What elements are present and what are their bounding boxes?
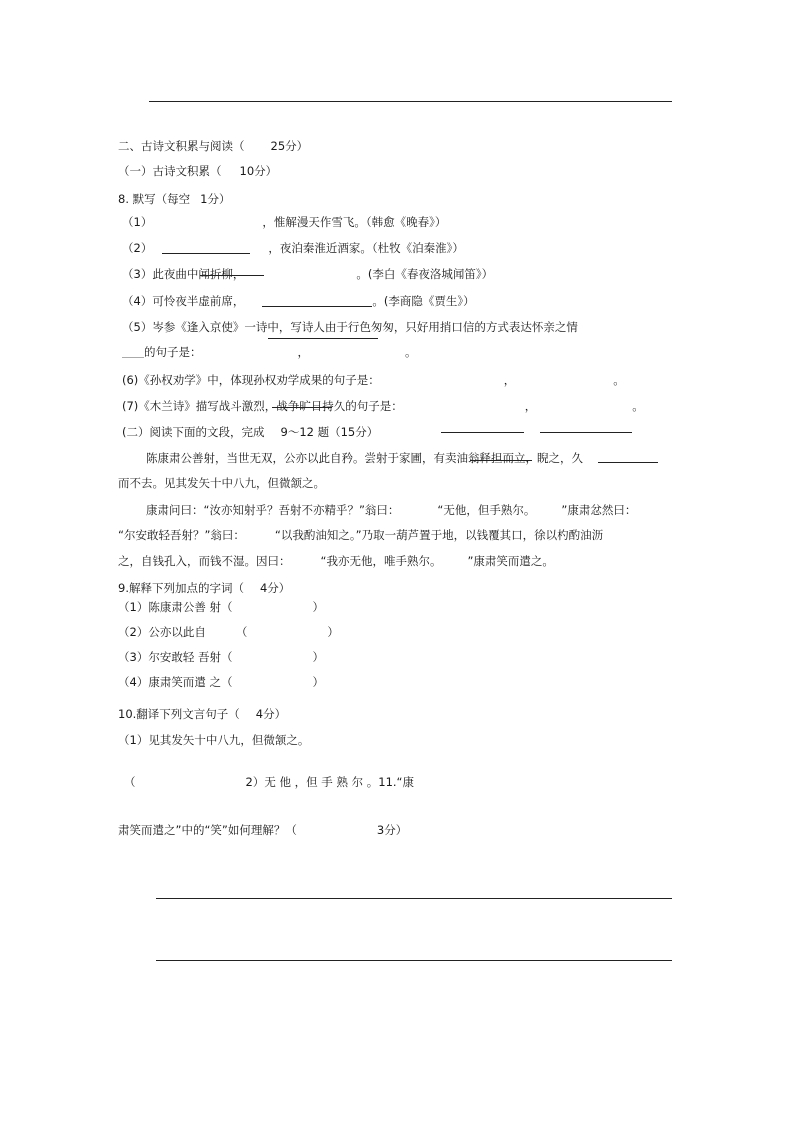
q8-item-3: （3）此夜曲中闻折柳， 。(李白《春夜洛城闻笛》）: [122, 267, 494, 281]
question-8-title: 8. 默写（每空 1分）: [118, 192, 231, 206]
q8-item-6: (6)《孙权劝学》中，体现孙权劝学成果的句子是： ， 。: [122, 373, 625, 387]
answer-line[interactable]: [156, 898, 672, 899]
part2-title: (二）阅读下面的文段，完成 9～12 题（15分）: [122, 425, 379, 439]
underline-mark: [268, 338, 378, 339]
passage-line-5: 之，自钱孔入，而钱不湿。因曰： “我亦无他，唯手熟尔。 ”康肃笑而遣之。: [118, 554, 554, 568]
q8-item-5-cont: 的句子是： ， 。: [122, 344, 417, 360]
q8-item-5: （5）岑参《逢入京使》一诗中，写诗人由于行色匆匆，只好用捎口信的方式表达怀亲之情: [122, 320, 578, 334]
answer-line: [441, 432, 524, 433]
passage-line-4: “尔安敢轻吾射？”翁曰： “以我酌油知之。”乃取一葫芦置于地，以钱覆其口，徐以杓酌油沥: [118, 528, 604, 542]
answer-line[interactable]: [156, 960, 672, 961]
q9-item-4: （4）康肃笑而遣 之（ ）: [118, 675, 324, 689]
passage-line-2: 而不去。见其发矢十中八九，但微颔之。: [118, 476, 325, 490]
answer-blank[interactable]: [152, 216, 262, 228]
q9-item-1: （1）陈康肃公善 射（ ）: [118, 600, 324, 614]
q10-item-1: （1）见其发矢十中八九，但微颔之。: [118, 733, 310, 747]
answer-blank[interactable]: [262, 294, 372, 307]
answer-blank[interactable]: [122, 345, 144, 358]
question-10-title: 10.翻译下列文言句子（ 4分）: [118, 707, 287, 721]
q8-item-4: （4）可怜夜半虚前席， 。(李商隐《贾生》）: [122, 294, 475, 308]
section-title: 二、古诗文积累与阅读（ 25分）: [118, 139, 309, 153]
answer-blank[interactable]: [162, 241, 250, 254]
underline-mark: [470, 460, 532, 461]
question-11: 肃笑而遣之”中的“笑”如何理解？（ 3分）: [118, 823, 408, 837]
q10-item-2: （ 2）无 他 ，但 手 熟 尔 。11.“康: [124, 775, 414, 789]
underline-mark: [200, 275, 264, 276]
underline-mark: [598, 462, 658, 463]
q9-item-2: （2）公亦以此自 （ ）: [118, 625, 339, 639]
passage-line-3: 康肃问曰：“汝亦知射乎？吾射不亦精乎？”翁曰： “无他，但手熟尔。 ”康肃忿然曰：: [146, 503, 637, 517]
q8-item-1: （1） ，惟解漫天作雪飞。（韩愈《晚春》）: [122, 215, 447, 229]
q9-item-3: （3）尔安敢轻 吾射（ ）: [118, 650, 324, 664]
header-rule: [149, 101, 672, 102]
passage-line-1: 陈康肃公善射，当世无双，公亦以此自矜。尝射于家圃，有卖油翁释担而立，睨之，久: [146, 451, 583, 465]
part1-title: （一）古诗文积累（ 10分）: [118, 164, 278, 178]
answer-line: [540, 432, 632, 433]
underline-mark: [272, 407, 332, 408]
question-9-title: 9.解释下列加点的字词（ 4分）: [118, 581, 291, 595]
q8-item-7: (7)《木兰诗》描写战斗激烈，战争旷日持久的句子是： ， 。: [122, 399, 644, 413]
q8-item-2: （2） ，夜泊秦淮近酒家。（杜牧《泊秦淮》）: [122, 241, 464, 255]
